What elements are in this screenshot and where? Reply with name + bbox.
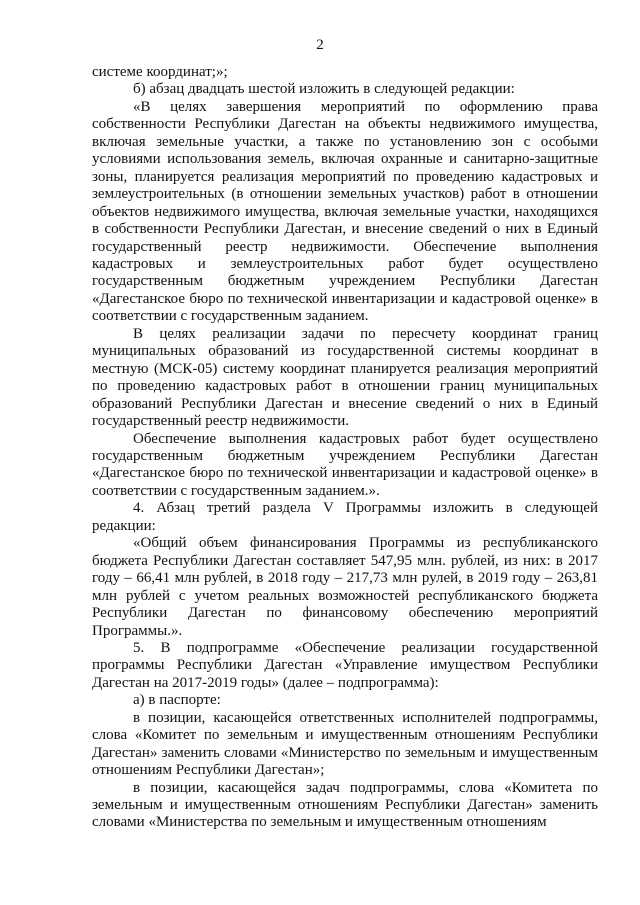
paragraph-financing: «Общий объем финансирования Программы из республиканского бюджета Республики Дагестан составляет 547,95 млн. рублей, из них: в 2017 году – 66,41 млн рублей, в 2018 году – 217,73 млн рулей, в 2019 году – 263,81 млн рублей с учетом реальных возможностей республиканского бюджета Республики Дагестан по финансовому обеспечению мероприятий Программы.». <box>92 535 598 639</box>
page-number: 2 <box>316 37 324 53</box>
document-body <box>92 64 598 832</box>
paragraph-coordinate-system-end: системе координат;»; <box>92 64 228 80</box>
paragraph-subitem-a: а) в паспорте: <box>133 692 221 709</box>
paragraph-item-5: 5. В подпрограмме «Обеспечение реализации государственной программы Республики Дагестан «Управление имуществом Республики Дагестан на 2017-2019 годы» (далее – подпрограмма): <box>92 639 598 691</box>
paragraph-item-4: 4. Абзац третий раздела V Программы изложить в следующей редакции: <box>92 500 598 534</box>
paragraph-tasks: в позиции, касающейся задач подпрограммы, слова «Комитета по земельным и имущественным отношениям Республики Дагестан» заменить словами «Министерства по земельным и имущественным отношениям <box>92 779 598 831</box>
paragraph-executors: в позиции, касающейся ответственных исполнителей подпрограммы, слова «Комитет по земельным и имущественным отношениям Республики Дагестан» заменить словами «Министерство по земельным и имущественным отношениям Республики Дагестан»; <box>92 709 598 779</box>
paragraph-cadastral-provision: Обеспечение выполнения кадастровых работ будет осуществлено государственным бюджетным учреждением Республики Дагестан «Дагестанское бюро по технической инвентаризации и кадастровой оценке» в соответствии с государственным заданием.». <box>92 430 598 499</box>
paragraph-subitem-b: б) абзац двадцать шестой изложить в следующей редакции: <box>133 81 515 98</box>
paragraph-cadastral-works: «В целях завершения мероприятий по оформлению права собственности Республики Дагестан на объекты недвижимого имущества, включая земельные участки, а также по установлению зон с особыми условиями использования земель, включая охранные и санитарно-защитные зоны, планируется реализация мероприятий по проведению кадастровых и землеустроительных (в отношении земельных участков) работ в отношении объектов недвижимого имущества, включая земельные участки, находящихся в собственности Республики Дагестан, и внесение сведений о них в Единый государственный реестр недвижимости. Обеспечение выполнения кадастровых и землеустроительных работ будет осуществлено государственным бюджетным учреждением Республики Дагестан «Дагестанское бюро по технической инвентаризации и кадастровой оценке» в соответствии с государственным заданием. <box>92 98 598 325</box>
paragraph-coordinate-recalculation: В целях реализации задачи по пересчету координат границ муниципальных образований из государственной системы координат в местную (МСК-05) систему координат планируется реализация мероприятий по проведению кадастровых работ в отношении границ муниципальных образований Республики Дагестан и внесение сведений о них в Единый государственный реестр недвижимости. <box>92 325 598 430</box>
